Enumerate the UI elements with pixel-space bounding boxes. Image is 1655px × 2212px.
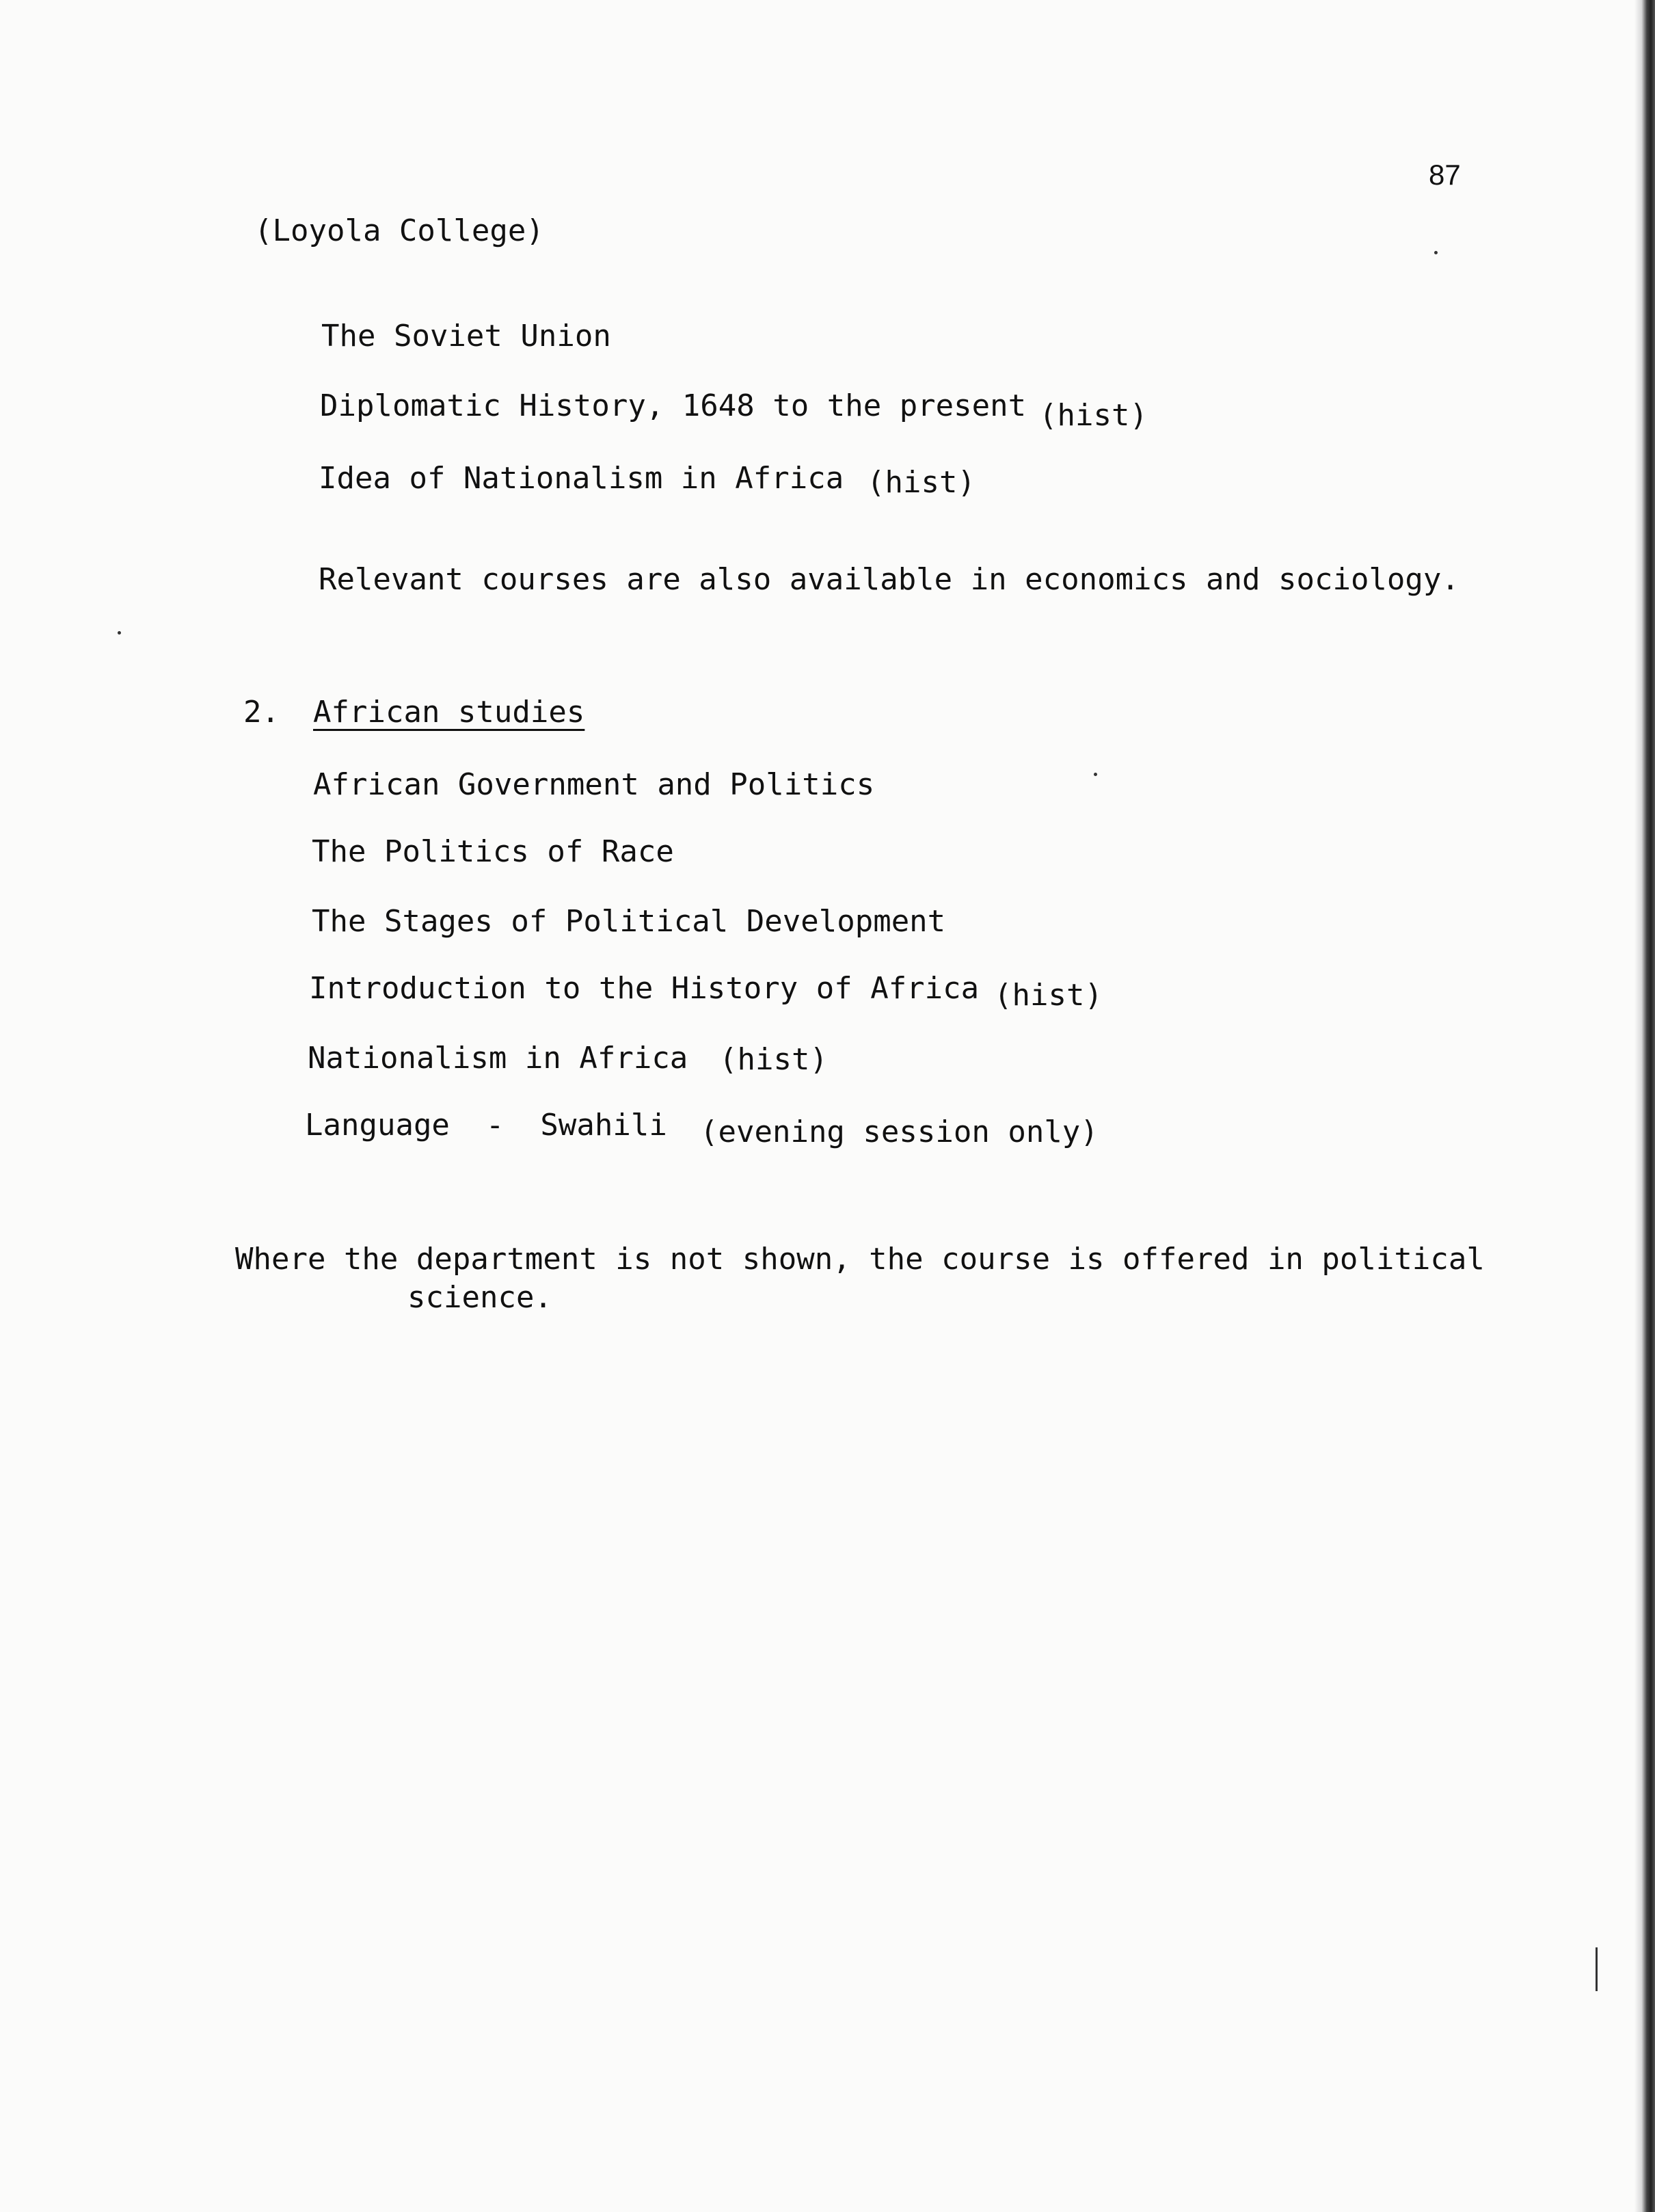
scan-mark bbox=[1596, 1947, 1598, 1991]
course-item: Introduction to the History of Africa bbox=[309, 971, 980, 1006]
section-number: 2. bbox=[243, 695, 280, 730]
course-item: The Politics of Race bbox=[312, 834, 674, 869]
course-department: (hist) bbox=[719, 1042, 828, 1077]
course-item: Idea of Nationalism in Africa bbox=[319, 461, 844, 496]
course-department: (hist) bbox=[994, 978, 1103, 1013]
course-item: The Stages of Political Development bbox=[312, 904, 946, 939]
scan-speck bbox=[118, 631, 121, 635]
course-item: Diplomatic History, 1648 to the present bbox=[320, 388, 1027, 423]
course-item: African Government and Politics bbox=[313, 767, 875, 802]
course-item: The Soviet Union bbox=[321, 319, 611, 354]
course-department: (hist) bbox=[1039, 398, 1148, 433]
scan-speck bbox=[1094, 773, 1097, 776]
section-heading: African studies bbox=[313, 695, 585, 730]
course-department: (hist) bbox=[867, 465, 975, 500]
course-item: Language - Swahili bbox=[305, 1108, 667, 1143]
scan-speck bbox=[1434, 251, 1438, 254]
course-department: (evening session only) bbox=[700, 1115, 1099, 1149]
course-item: Nationalism in Africa bbox=[308, 1041, 688, 1076]
relevant-courses-note: Relevant courses are also available in economics and sociology. bbox=[319, 562, 1459, 597]
page-number: 87 bbox=[1429, 159, 1461, 191]
footnote-line: science. bbox=[407, 1280, 552, 1315]
institution-heading: (Loyola College) bbox=[254, 213, 544, 248]
footnote-line: Where the department is not shown, the course is offered in political bbox=[235, 1242, 1485, 1277]
scanned-page-edge bbox=[1634, 0, 1655, 2212]
